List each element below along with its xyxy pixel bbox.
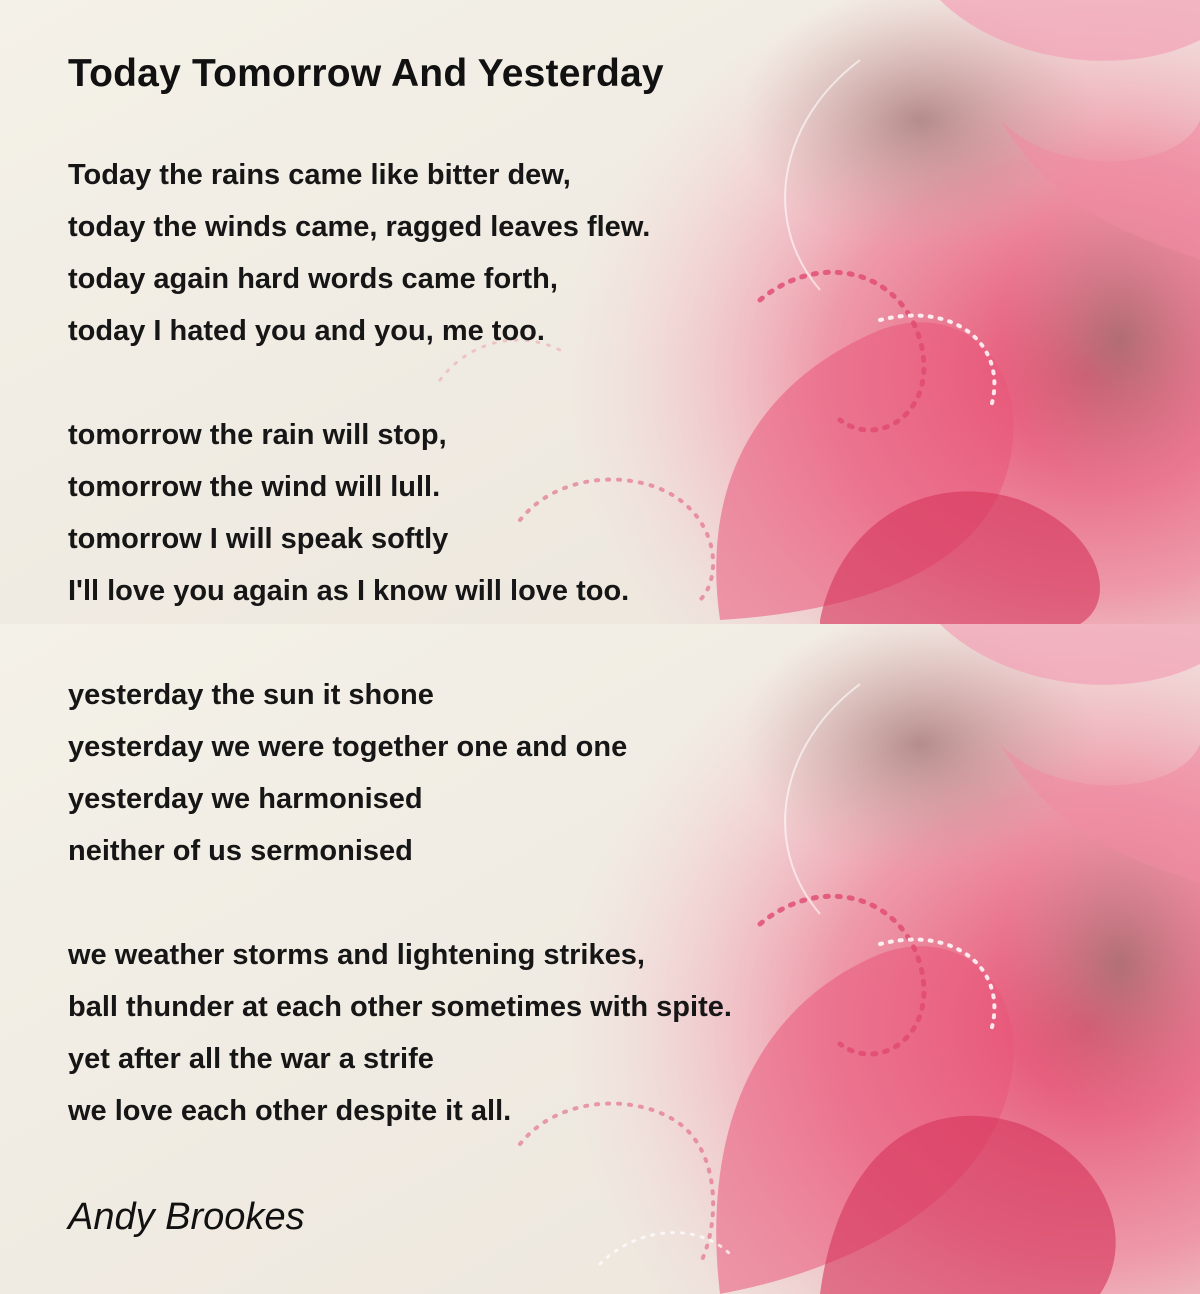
poem-line: we love each other despite it all.	[68, 1095, 512, 1127]
poem-line: I'll love you again as I know will love too.	[68, 575, 630, 607]
poem-line: Today the rains came like bitter dew,	[68, 159, 571, 191]
poem-author: Andy Brookes	[68, 1196, 305, 1238]
poem-line: yesterday the sun it shone	[68, 679, 434, 711]
poem-line: yesterday we were together one and one	[68, 731, 628, 763]
poem-line: today the winds came, ragged leaves flew.	[68, 211, 651, 243]
poem-line: yesterday we harmonised	[68, 783, 423, 815]
poem-line: we weather storms and lightening strikes,	[68, 939, 645, 971]
poem-title: Today Tomorrow And Yesterday	[68, 52, 664, 95]
poem-line: ball thunder at each other sometimes with spite.	[68, 991, 732, 1023]
poem-line: tomorrow the wind will lull.	[68, 471, 441, 503]
poem-line: tomorrow the rain will stop,	[68, 419, 447, 451]
poem-line: today again hard words came forth,	[68, 263, 558, 295]
poem-line: tomorrow I will speak softly	[68, 523, 449, 555]
poem-line: neither of us sermonised	[68, 835, 413, 867]
poem-line: yet after all the war a strife	[68, 1043, 434, 1075]
poem-line: today I hated you and you, me too.	[68, 315, 545, 347]
